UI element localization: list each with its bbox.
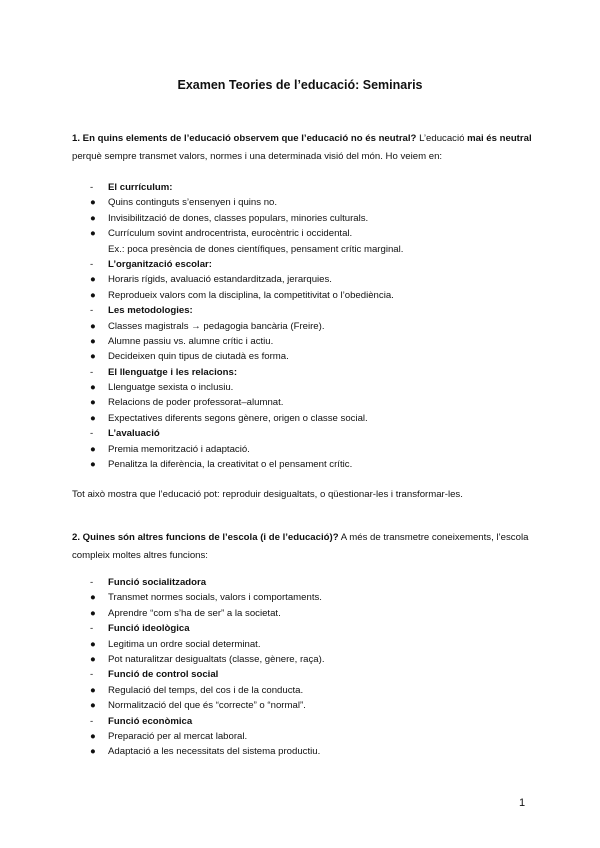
question-2-text: 2. Quines són altres funcions de l’escola (i de l’educació)? — [72, 532, 339, 543]
bullet-marker: ● — [90, 700, 96, 712]
list-item — [90, 380, 530, 395]
bullet-marker: ● — [90, 684, 96, 696]
bullet-marker: ● — [90, 592, 96, 604]
answer-2-intro: A més de transmetre coneixements, l’escola compleix moltes altres funcions: — [72, 532, 529, 561]
list-item — [90, 590, 530, 605]
list-item — [90, 652, 530, 667]
bullet-marker: ● — [90, 459, 96, 471]
section-heading — [90, 257, 530, 272]
bullet-marker: ● — [90, 607, 96, 619]
bullet-marker: ● — [90, 335, 96, 347]
list-item-text: El llenguatge i les relacions: — [108, 366, 238, 378]
dash-marker: - — [90, 623, 94, 635]
list-item — [90, 349, 530, 364]
list-item — [90, 226, 530, 241]
list-item-text: L’organització escolar: — [108, 258, 212, 270]
list-item — [90, 411, 530, 426]
list-item-text: Les metodologies: — [108, 305, 193, 317]
section-heading — [90, 575, 530, 590]
bullet-marker: ● — [90, 730, 96, 742]
list-item-text: Funció ideològica — [108, 623, 190, 635]
section-heading — [90, 303, 530, 318]
list-item — [90, 729, 530, 744]
list-item — [90, 606, 530, 621]
dash-marker: - — [90, 258, 94, 270]
list-item-text: Alumne passiu vs. alumne crític i actiu. — [108, 335, 274, 347]
bullet-marker: ● — [90, 443, 96, 455]
dash-marker: - — [90, 305, 94, 317]
section-heading — [90, 714, 530, 729]
dash-marker: - — [90, 577, 94, 588]
list-item — [90, 683, 530, 698]
list-item-text: Legitima un ordre social determinat. — [108, 638, 261, 650]
bullet-marker: ● — [90, 197, 96, 209]
list-item — [90, 698, 530, 713]
bullet-marker: ● — [90, 289, 96, 301]
list-item-text: Invisibilització de dones, classes populars, minories culturals. — [108, 212, 369, 224]
section-heading — [90, 621, 530, 636]
conclusion: Tot això mostra que l’educació pot: reproduir desigualtats, o qüestionar-les i transformar-les. — [72, 489, 463, 500]
list-item-text: Pot naturalitzar desigualtats (classe, gènere, raça). — [108, 653, 325, 665]
list-item-text: Adaptació a les necessitats del sistema productiu. — [108, 746, 321, 758]
list-item — [90, 442, 530, 457]
bullet-marker: ● — [90, 638, 96, 650]
question-1 — [72, 130, 532, 166]
list-item-text: Horaris rígids, avaluació estandarditzada, jerarquies. — [108, 274, 332, 286]
dash-marker: - — [90, 182, 94, 193]
list-item — [90, 211, 530, 226]
list-item-text: Llenguatge sexista o inclusiu. — [108, 382, 234, 394]
bullet-marker: ● — [90, 412, 96, 424]
list-item-text: Expectatives diferents segons gènere, origen o classe social. — [108, 412, 368, 424]
section-heading — [90, 180, 530, 195]
list-item-text: Transmet normes socials, valors i comportaments. — [108, 592, 322, 604]
bullet-marker: ● — [90, 382, 96, 394]
list-item-text: Funció de control social — [108, 669, 219, 681]
list-item-text: Currículum sovint androcentrista, eurocèntric i occidental. — [108, 228, 353, 240]
answer-1-intro: L’educació — [416, 133, 468, 144]
list-item-text: Reprodueix valors com la disciplina, la competitivitat o l’obediència. — [108, 289, 394, 301]
bullet-marker: ● — [90, 320, 96, 332]
list-item-text: Funció socialitzadora — [108, 577, 207, 588]
list-item-text: Decideixen quin tipus de ciutadà es forma. — [108, 351, 289, 363]
list-item — [90, 744, 530, 759]
list-item-text: El currículum: — [108, 182, 173, 193]
list-item — [90, 395, 530, 410]
bullet-marker: ● — [90, 746, 96, 758]
bullet-marker: ● — [90, 397, 96, 409]
list-item-text: Aprendre “com s’ha de ser” a la societat. — [108, 607, 281, 619]
bullet-marker: ● — [90, 653, 96, 665]
section-heading — [90, 365, 530, 380]
list-item-text: L’avaluació — [108, 428, 160, 440]
list-item — [90, 637, 530, 652]
list-item — [90, 319, 530, 334]
question-1-text: 1. En quins elements de l’educació observem que l’educació no és neutral? — [72, 133, 417, 144]
dash-marker: - — [90, 366, 94, 378]
list-item-text: Quins continguts s’ensenyen i quins no. — [108, 197, 278, 209]
bullet-marker: ● — [90, 212, 96, 224]
list-item — [90, 242, 530, 257]
bullet-marker: ● — [90, 228, 96, 240]
document-title: Examen Teories de l’educació: Seminaris — [177, 78, 423, 92]
list-item-text: Premia memorització i adaptació. — [108, 443, 250, 455]
list-item-text: Relacions de poder professorat–alumnat. — [108, 397, 284, 409]
list-item-text: Penalitza la diferència, la creativitat o el pensament crític. — [108, 459, 353, 471]
list-item-text: Regulació del temps, del cos i de la conducta. — [108, 684, 304, 696]
dash-marker: - — [90, 428, 94, 440]
list-item-text: Ex.: poca presència de dones científiques, pensament crític marginal. — [108, 243, 404, 255]
list-item — [90, 457, 530, 472]
list-item — [90, 195, 530, 210]
list-item — [90, 288, 530, 303]
list-item-text: Classes magistrals → pedagogia bancària (Freire). — [108, 320, 325, 332]
dash-marker: - — [90, 669, 94, 681]
list-item-text: Preparació per al mercat laboral. — [108, 730, 248, 742]
list-1 — [90, 180, 530, 472]
answer-1-bold: mai és neutral — [467, 133, 532, 144]
section-heading — [90, 667, 530, 682]
question-2 — [72, 529, 532, 565]
list-item — [90, 334, 530, 349]
bullet-marker: ● — [90, 351, 96, 363]
list-item-text: Normalització del que és “correcte” o “normal”. — [108, 700, 306, 712]
list-item — [90, 272, 530, 287]
list-item-text: Funció econòmica — [108, 715, 193, 727]
section-heading — [90, 426, 530, 441]
bullet-marker: ● — [90, 274, 96, 286]
dash-marker: - — [90, 715, 94, 727]
page-number: 1 — [519, 797, 526, 809]
list-2 — [90, 575, 530, 760]
answer-1-rest: perquè sempre transmet valors, normes i una determinada visió del món. Ho veiem en: — [72, 151, 443, 162]
